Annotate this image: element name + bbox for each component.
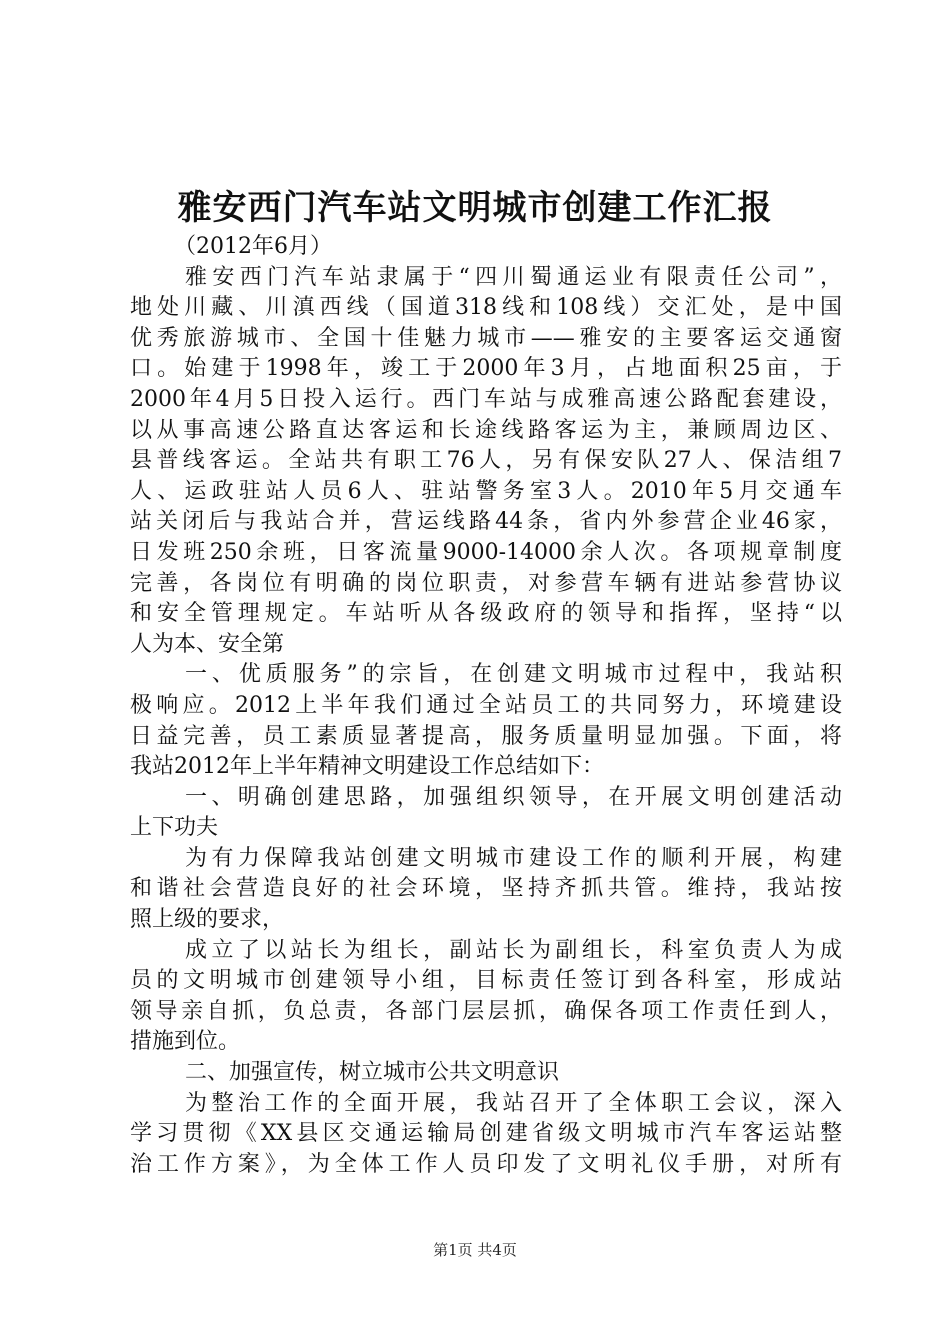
paragraph-line: 极响应。2012上半年我们通过全站员工的共同努力，环境建设 <box>130 692 842 718</box>
paragraph-line: 日益完善，员工素质显著提高，服务质量明显加强。下面，将 <box>130 723 842 749</box>
document-title: 雅安西门汽车站文明城市创建工作汇报 <box>177 188 773 228</box>
page-indicator: 第1页 共4页 <box>433 1241 517 1259</box>
paragraph-line: 以从事高速公路直达客运和长途线路客运为主，兼顾周边区、 <box>130 417 842 443</box>
report-date: （2012年6月） <box>174 234 332 259</box>
paragraph-line: 人、运政驻站人员6人、驻站警务室3人。2010年5月交通车 <box>130 478 842 504</box>
paragraph-line: 照上级的要求， <box>130 907 285 933</box>
paragraph-line: 领导亲自抓，负总责，各部门层层抓，确保各项工作责任到人， <box>130 998 842 1024</box>
paragraph-line: 我站2012年上半年精神文明建设工作总结如下： <box>130 754 604 780</box>
paragraph-line: 雅安西门汽车站隶属于“四川蜀通运业有限责任公司”， <box>185 264 842 290</box>
paragraph-line: 2000年4月5日投入运行。西门车站与成雅高速公路配套建设， <box>130 386 842 412</box>
paragraph-line: 学习贯彻《XX县区交通运输局创建省级文明城市汽车客运站整 <box>130 1121 842 1147</box>
paragraph-line: 口。始建于1998年，竣工于2000年3月，占地面积25亩，于 <box>130 356 842 382</box>
paragraph-line: 一、优质服务”的宗旨，在创建文明城市过程中，我站积 <box>185 662 842 688</box>
paragraph-line: 县普线客运。全站共有职工76人，另有保安队27人、保洁组7 <box>130 448 842 474</box>
paragraph-line: 日发班250余班，日客流量9000-14000余人次。各项规章制度 <box>130 539 842 565</box>
paragraph-line: 和谐社会营造良好的社会环境，坚持齐抓共管。维持，我站按 <box>130 876 842 902</box>
paragraph-line: 治工作方案》，为全体工作人员印发了文明礼仪手册，对所有 <box>130 1151 842 1177</box>
paragraph-line: 优秀旅游城市、全国十佳魅力城市——雅安的主要客运交通窗 <box>130 325 842 351</box>
section-heading: 一、明确创建思路，加强组织领导，在开展文明创建活动 <box>185 784 842 810</box>
paragraph-line: 人为本、安全第 <box>130 631 285 657</box>
paragraph-line: 和安全管理规定。车站听从各级政府的领导和指挥，坚持“以 <box>130 601 842 627</box>
paragraph-line: 员的文明城市创建领导小组，目标责任签订到各科室，形成站 <box>130 968 842 994</box>
paragraph-line: 为有力保障我站创建文明城市建设工作的顺利开展，构建 <box>185 845 842 871</box>
section-heading: 二、加强宣传，树立城市公共文明意识 <box>185 1060 560 1086</box>
page-footer <box>0 1240 950 1260</box>
paragraph-line: 站关闭后与我站合并，营运线路44条，省内外参营企业46家， <box>130 509 842 535</box>
paragraph-line: 为整治工作的全面开展，我站召开了全体职工会议，深入 <box>185 1090 842 1116</box>
paragraph-line: 地处川藏、川滇西线（国道318线和108线）交汇处，是中国 <box>130 295 842 321</box>
section-heading: 上下功夫 <box>130 815 219 841</box>
paragraph-line: 完善，各岗位有明确的岗位职责，对参营车辆有进站参营协议 <box>130 570 842 596</box>
paragraph-line: 措施到位。 <box>130 1029 241 1055</box>
paragraph-line: 成立了以站长为组长，副站长为副组长，科室负责人为成 <box>185 937 842 963</box>
document-body <box>130 232 842 1180</box>
